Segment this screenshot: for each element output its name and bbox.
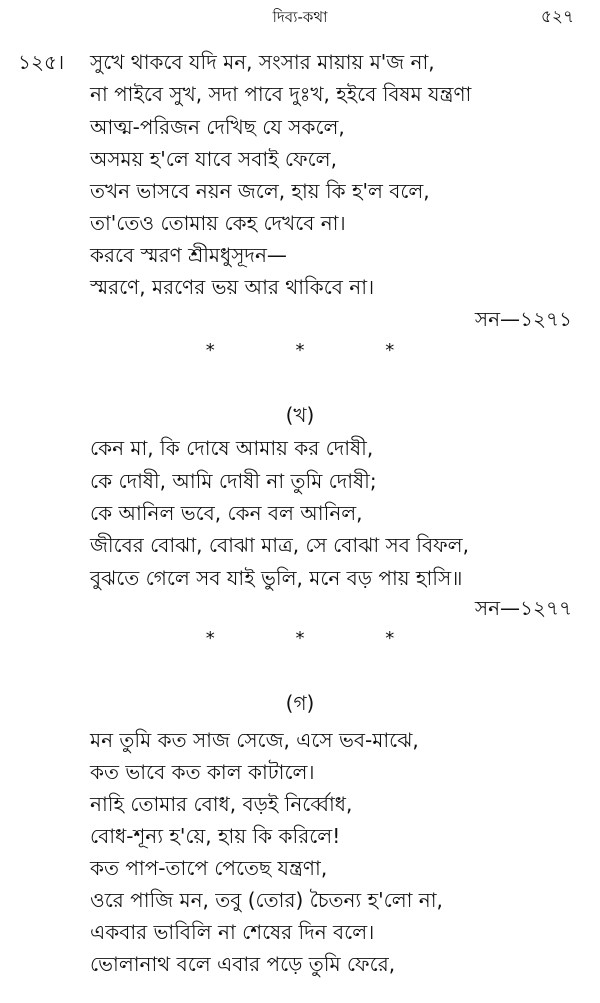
section-heading: (গ) [285,691,315,715]
poem-line: নাহি তোমার বোধ, বড়ই নির্ব্বোধ, [90,792,353,816]
poem-line: কেন মা, কি দোষে আমায় কর দোষী, [90,436,374,460]
poem-line: বোধ-শূন্য হ'য়ে, হায় কি করিলে! [90,824,341,848]
poem-line: জীবের বোঝা, বোঝা মাত্র, সে বোঝা সব বিফল, [90,533,469,557]
poem-line: তখন ভাসবে নয়ন জলে, হায় কি হ'ল বলে, [90,179,430,203]
section-separator: * * * [205,628,395,649]
page-number: ৫২৭ [540,7,574,27]
section-heading: (খ) [285,403,315,427]
year-credit: সন—১২৭১ [474,307,572,331]
poem-line: কত পাপ-তাপে পেতেছ যন্ত্রণা, [90,856,328,880]
poem-line: কে আনিল ভবে, কেন বল আনিল, [90,501,363,525]
poem-line: স্মরণে, মরণের ভয় আর থাকিবে না। [90,275,375,299]
poem-line: তা'তেও তোমায় কেহ দেখবে না। [90,211,346,235]
poem-line: কে দোষী, আমি দোষী না তুমি দোষী; [90,469,377,493]
year-credit: সন—১২৭৭ [474,596,572,620]
poem-line: বুঝতে গেলে সব যাই ভুলি, মনে বড় পায় হাসি॥ [90,566,463,590]
poem-line: সুখে থাকবে যদি মন, সংসার মায়ায় ম'জ না, [90,50,435,74]
poem-line: ভোলানাথ বলে এবার পড়ে তুমি ফেরে, [90,952,396,976]
poem-line: কত ভাবে কত কাল কাটালে। [90,760,315,784]
section-separator: * * * [205,340,395,361]
poem-line: মন তুমি কত সাজ সেজে, এসে ভব-মাঝে, [90,728,419,752]
running-header-title: দিব্য-কথা [272,8,328,26]
poem-line: অসময় হ'লে যাবে সবাই ফেলে, [90,147,337,171]
poem-line: না পাইবে সুখ, সদা পাবে দুঃখ, হইবে বিষম যন্ত্রণা [90,82,472,106]
poem-line: আত্ম-পরিজন দেখিছ যে সকলে, [90,115,345,139]
poem-line: করবে স্মরণ শ্রীমধুসূদন— [90,243,287,267]
poem-line: একবার ভাবিলি না শেষের দিন বলে। [90,920,375,944]
poem-number: ১২৫। [18,50,65,74]
poem-line: ওরে পাজি মন, তবু (তোর) চৈতন্য হ'লো না, [90,888,443,912]
